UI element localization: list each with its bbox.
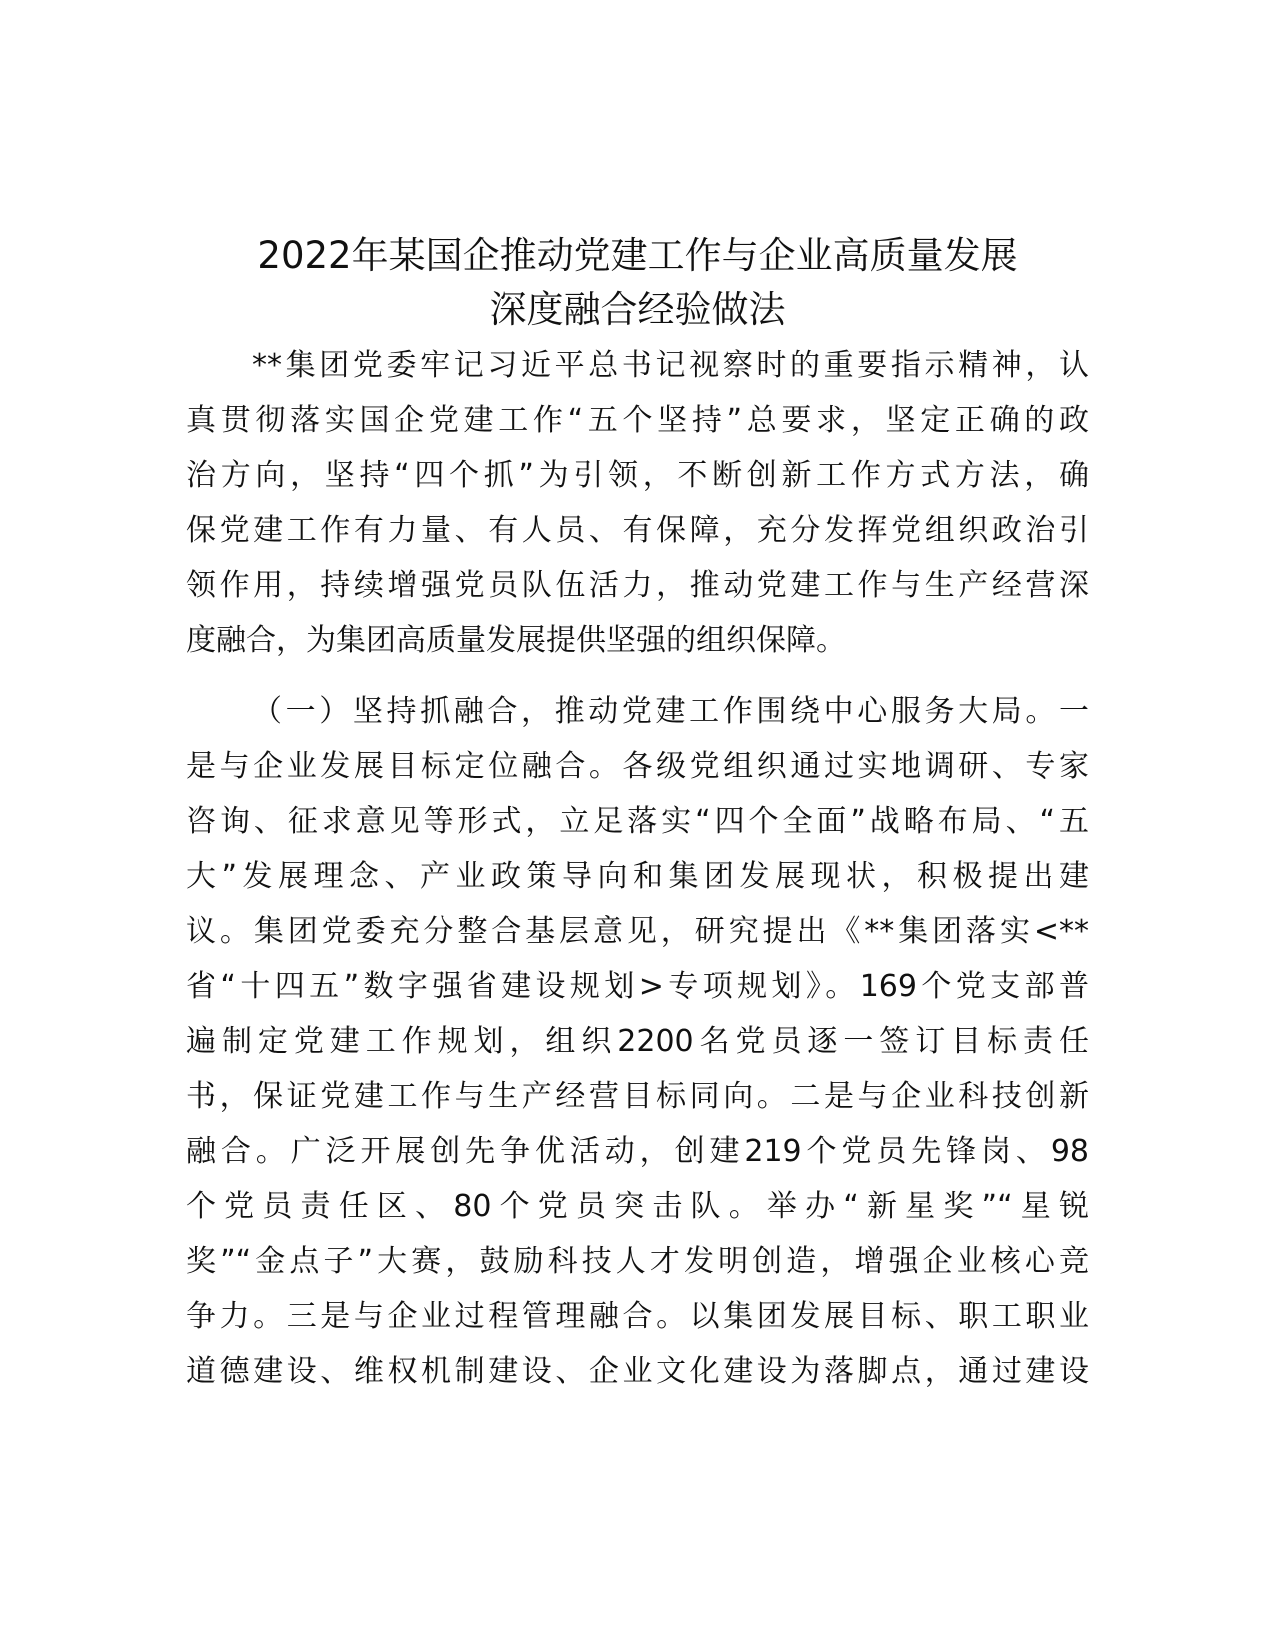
text-line: 奖”“金点子”大赛，鼓励科技人才发明创造，增强企业核心竞 [186, 1244, 1089, 1279]
text-line: 真贯彻落实国企党建工作“五个坚持”总要求，坚定正确的政 [186, 403, 1089, 438]
text-line: 度融合，为集团高质量发展提供坚强的组织保障。 [186, 623, 846, 658]
text-line: 书，保证党建工作与生产经营目标同向。二是与企业科技创新 [186, 1079, 1089, 1114]
document-title-line-1: 2022年某国企推动党建工作与企业高质量发展 [257, 234, 1018, 277]
text-line: 保党建工作有力量、有人员、有保障，充分发挥党组织政治引 [186, 513, 1089, 548]
text-line: 遍制定党建工作规划，组织2200名党员逐一签订目标责任 [186, 1024, 1089, 1059]
text-line: 是与企业发展目标定位融合。各级党组织通过实地调研、专家 [186, 749, 1089, 784]
document-title-line-2: 深度融合经验做法 [489, 288, 786, 331]
text-line: 争力。三是与企业过程管理融合。以集团发展目标、职工职业 [186, 1299, 1089, 1334]
text-line: 治方向，坚持“四个抓”为引领，不断创新工作方式方法，确 [186, 458, 1089, 493]
text-line: 融合。广泛开展创先争优活动，创建219个党员先锋岗、98 [186, 1134, 1089, 1169]
text-line: 个党员责任区、80个党员突击队。举办“新星奖”“星锐 [186, 1189, 1089, 1224]
text-line: 咨询、征求意见等形式，立足落实“四个全面”战略布局、“五 [186, 804, 1089, 839]
text-line: **集团党委牢记习近平总书记视察时的重要指示精神，认 [252, 348, 1089, 383]
text-line: 议。集团党委充分整合基层意见，研究提出《**集团落实<** [186, 914, 1089, 949]
text-line: 领作用，持续增强党员队伍活力，推动党建工作与生产经营深 [186, 568, 1089, 603]
text-line: 道德建设、维权机制建设、企业文化建设为落脚点，通过建设 [186, 1354, 1089, 1389]
text-line: 省“十四五”数字强省建设规划>专项规划》。169个党支部普 [186, 969, 1089, 1004]
text-line: （一）坚持抓融合，推动党建工作围绕中心服务大局。一 [252, 694, 1089, 729]
text-line: 大”发展理念、产业政策导向和集团发展现状，积极提出建 [186, 859, 1089, 894]
